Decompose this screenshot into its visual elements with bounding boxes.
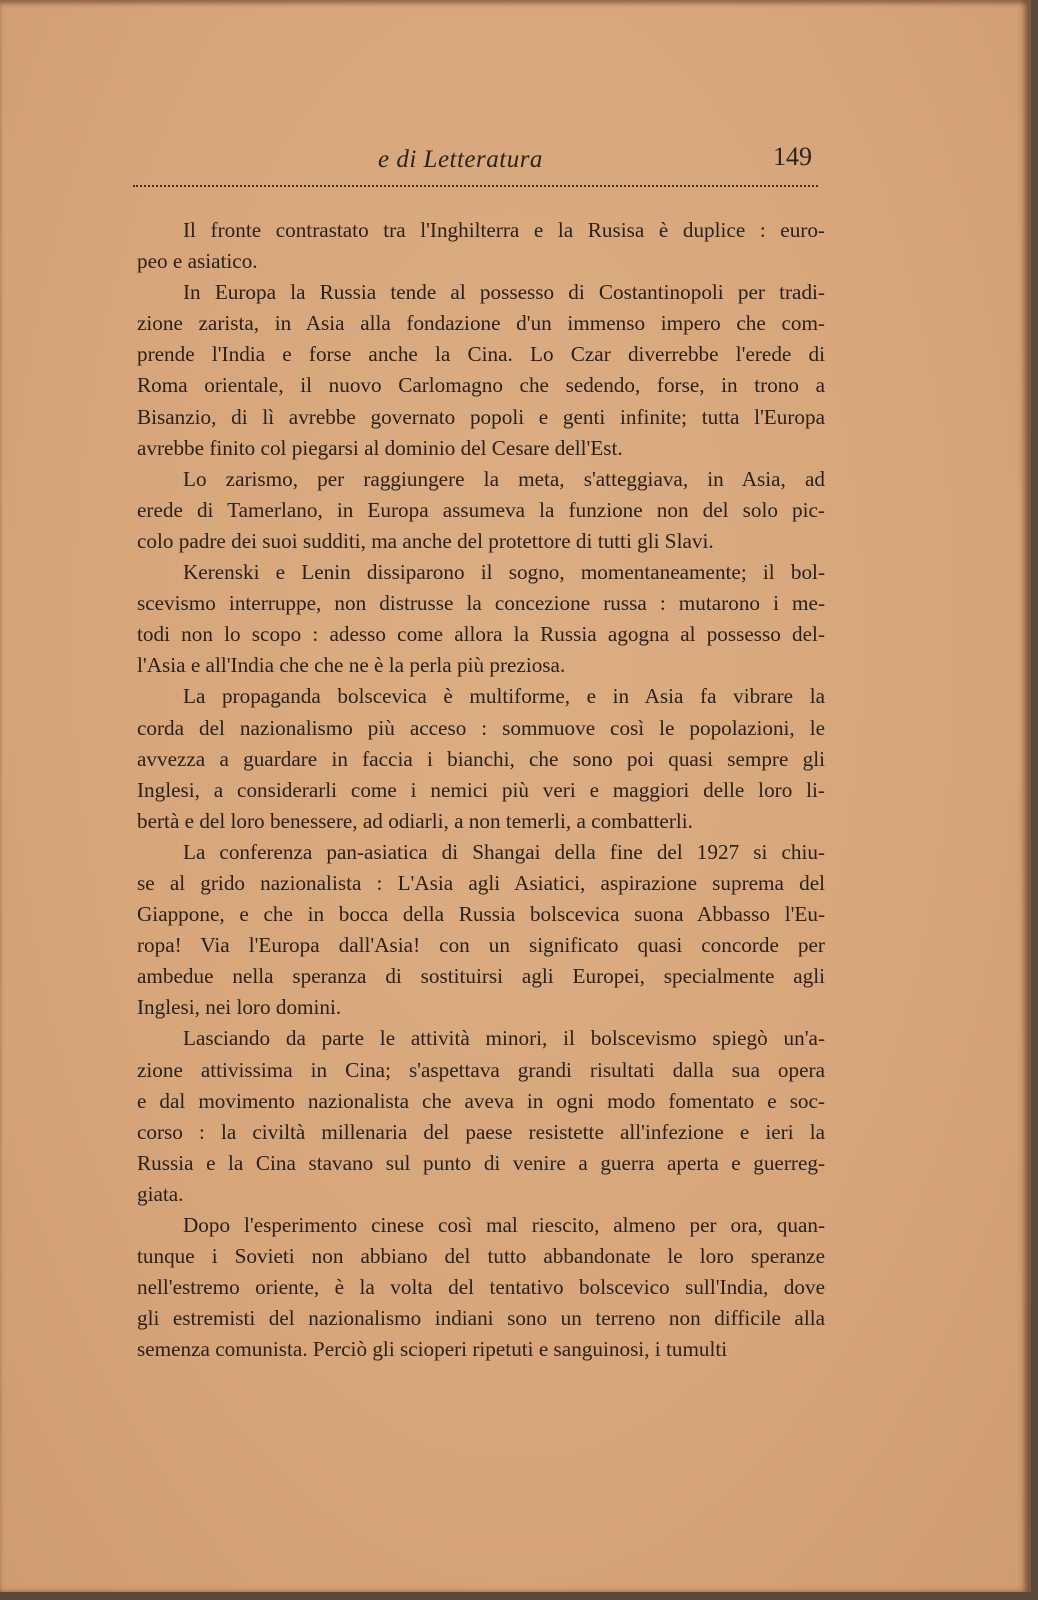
text-line: se al grido nazionalista : L'Asia agli Asiatici, aspirazione suprema del (137, 870, 825, 895)
text-line: avrebbe finito col piegarsi al dominio del Cesare dell'Est. (137, 435, 623, 460)
text-line: Inglesi, nei loro domini. (137, 995, 342, 1020)
text-line: corda del nazionalismo più acceso : sommuove così le popolazioni, le (137, 715, 825, 740)
page-header (133, 142, 818, 182)
page-number: 149 (773, 142, 812, 171)
body-text (137, 215, 825, 1365)
header-rule (133, 185, 818, 187)
text-line: Inglesi, a considerarli come i nemici più veri e maggiori delle loro li- (137, 777, 825, 802)
text-line: zione attivissima in Cina; s'aspettava grandi risultati dalla sua opera (137, 1057, 825, 1082)
text-line: Roma orientale, il nuovo Carlomagno che sedendo, forse, in trono a (137, 373, 825, 398)
text-line: semenza comunista. Perciò gli scioperi ripetuti e sanguinosi, i tumulti (137, 1337, 728, 1362)
text-line: Il fronte contrastato tra l'Inghilterra e la Rusisa è duplice : euro- (183, 218, 825, 242)
text-line: Lasciando da parte le attività minori, il bolscevismo spiegò un'a- (183, 1026, 825, 1051)
text-line: Lo zarismo, per raggiungere la meta, s'atteggiava, in Asia, ad (183, 466, 825, 491)
text-line: tunque i Sovieti non abbiano del tutto abbandonate le loro speranze (137, 1244, 825, 1269)
text-line: nell'estremo oriente, è la volta del tentativo bolscevico sull'India, dove (137, 1275, 825, 1300)
text-line: zione zarista, in Asia alla fondazione d'un immenso impero che com- (137, 311, 825, 336)
text-line: peo e asiatico. (137, 249, 258, 274)
text-line: prende l'India e forse anche la Cina. Lo Czar diverrebbe l'erede di (137, 342, 825, 367)
text-line: todi non lo scopo : adesso come allora la Russia agogna al possesso del- (137, 622, 825, 647)
text-line: giata. (137, 1181, 184, 1206)
text-line: l'Asia e all'India che che ne è la perla più preziosa. (137, 653, 566, 678)
running-title: e di Letteratura (378, 146, 543, 173)
text-line: ropa! Via l'Europa dall'Asia! con un significato quasi concorde per (137, 933, 825, 958)
text-line: e dal movimento nazionalista che aveva in ogni modo fomentato e soc- (137, 1088, 825, 1113)
text-line: In Europa la Russia tende al possesso di Costantinopoli per tradi- (183, 280, 825, 305)
text-line: scevismo interruppe, non distrusse la concezione russa : mutarono i me- (137, 591, 825, 616)
text-line: corso : la civiltà millenaria del paese resistette all'infezione e ieri la (137, 1119, 825, 1144)
text-line: La conferenza pan-asiatica di Shangai della fine del 1927 si chiu- (183, 839, 825, 864)
text-line: colo padre dei suoi sudditi, ma anche del protettore di tutti gli Slavi. (137, 528, 714, 553)
text-line: Dopo l'esperimento cinese così mal riescito, almeno per ora, quan- (183, 1213, 825, 1237)
text-line: bertà e del loro benessere, ad odiarli, a non temerli, a combatterli. (137, 808, 693, 833)
text-line: ambedue nella speranza di sostituirsi agli Europei, specialmente agli (137, 964, 825, 989)
text-line: gli estremisti del nazionalismo indiani sono un terreno non difficile alla (137, 1306, 825, 1331)
text-line: avvezza a guardare in faccia i bianchi, che sono poi quasi sempre gli (137, 746, 825, 771)
text-line: Bisanzio, di lì avrebbe governato popoli e genti infinite; tutta l'Europa (137, 404, 825, 429)
text-line: La propaganda bolscevica è multiforme, e in Asia fa vibrare la (183, 684, 825, 709)
text-line: erede di Tamerlano, in Europa assumeva la funzione non del solo pic- (137, 497, 825, 522)
text-line: Kerenski e Lenin dissiparono il sogno, momentaneamente; il bol- (183, 560, 825, 585)
text-line: Russia e la Cina stavano sul punto di venire a guerra aperta e guerreg- (137, 1150, 825, 1175)
text-line: Giappone, e che in bocca della Russia bolscevica suona Abbasso l'Eu- (137, 902, 825, 927)
